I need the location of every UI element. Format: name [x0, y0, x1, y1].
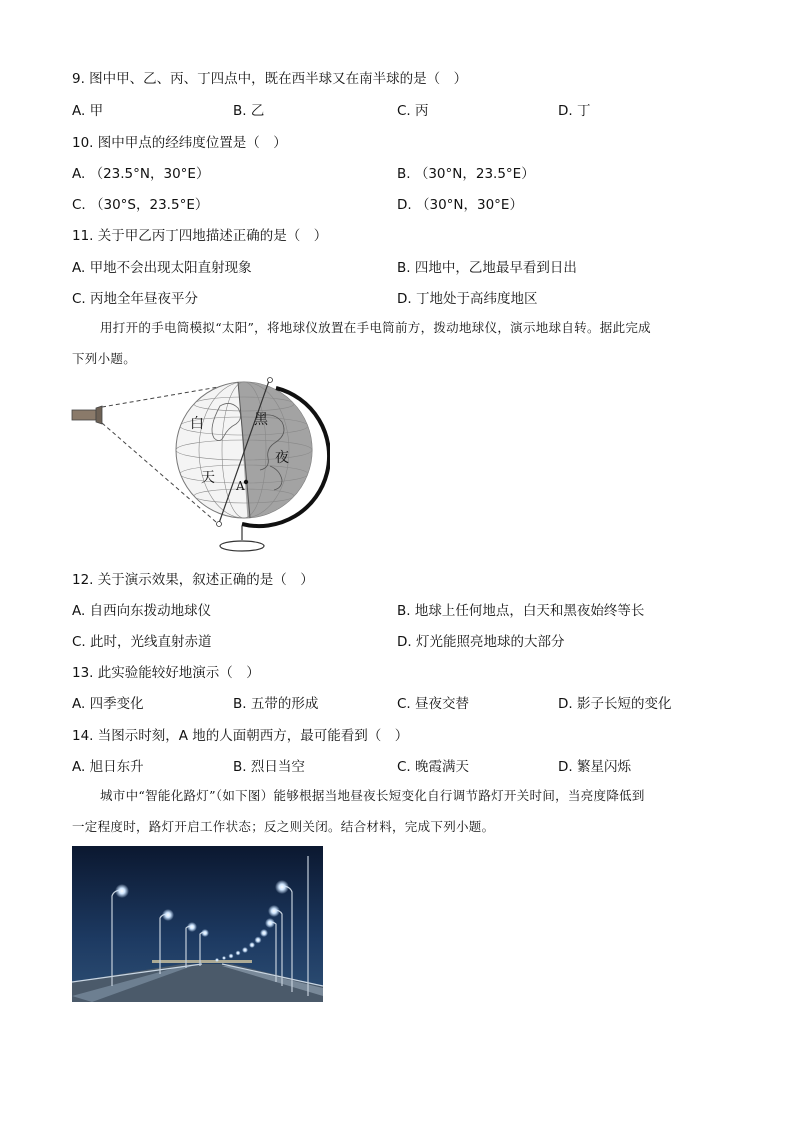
q11-option-b: B. 四地中，乙地最早看到日出	[397, 260, 577, 276]
q12-option-a: A. 自西向东拨动地球仪	[72, 603, 212, 619]
q13-option-b: B. 五带的形成	[233, 696, 319, 712]
q14-option-c: C. 晚霞满天	[397, 759, 470, 775]
q13-option-d: D. 影子长短的变化	[558, 696, 672, 712]
q13-option-c: C. 昼夜交替	[397, 696, 470, 712]
q10-option-d: D. （30°N，30°E）	[397, 197, 523, 213]
q9-stem: 9. 图中甲、乙、丙、丁四点中，既在西半球又在南半球的是（ ）	[72, 71, 468, 87]
q14-option-b: B. 烈日当空	[233, 759, 305, 775]
q10-option-c: C. （30°S，23.5°E）	[72, 197, 209, 213]
intro1-line2: 下列小题。	[72, 351, 137, 366]
globe-night-side	[238, 376, 330, 556]
label-tian: 天	[201, 470, 215, 486]
q13-stem: 13. 此实验能较好地演示（ ）	[72, 665, 260, 681]
label-bai: 白	[190, 416, 204, 432]
q12-option-b: B. 地球上任何地点，白天和黑夜始终等长	[397, 603, 645, 619]
street-light-illustration	[72, 846, 323, 1002]
q11-option-d: D. 丁地处于高纬度地区	[397, 291, 538, 307]
q14-stem: 14. 当图示时刻，A 地的人面朝西方，最可能看到（ ）	[72, 728, 409, 744]
q10-stem: 10. 图中甲点的经纬度位置是（ ）	[72, 135, 287, 151]
q14-option-a: A. 旭日东升	[72, 759, 144, 775]
q10-option-b: B. （30°N，23.5°E）	[397, 166, 535, 182]
q12-option-d: D. 灯光能照亮地球的大部分	[397, 634, 565, 650]
q12-option-c: C. 此时，光线直射赤道	[72, 634, 212, 650]
q12-stem: 12. 关于演示效果，叙述正确的是（ ）	[72, 572, 314, 588]
q14-option-d: D. 繁星闪烁	[558, 759, 631, 775]
q11-option-c: C. 丙地全年昼夜平分	[72, 291, 199, 307]
intro2-line1: 城市中“智能化路灯”（如下图）能够根据当地昼夜长短变化自行调节路灯开关时间，当亮度降低到	[100, 788, 645, 803]
q9-option-a: A. 甲	[72, 103, 104, 119]
label-hei: 黑	[254, 412, 268, 428]
label-ye: 夜	[275, 450, 289, 466]
q11-stem: 11. 关于甲乙丙丁四地描述正确的是（ ）	[72, 228, 328, 244]
intro2-line2: 一定程度时，路灯开启工作状态；反之则关闭。结合材料，完成下列小题。	[72, 819, 495, 834]
globe-illustration	[70, 376, 330, 556]
q9-option-d: D. 丁	[558, 103, 591, 119]
label-point-a: A	[236, 479, 245, 493]
globe-figure	[70, 376, 330, 556]
q13-option-a: A. 四季变化	[72, 696, 144, 712]
street-light-photo	[72, 846, 323, 1002]
q9-option-b: B. 乙	[233, 103, 265, 119]
flashlight-icon	[72, 410, 96, 420]
q11-option-a: A. 甲地不会出现太阳直射现象	[72, 260, 252, 276]
q10-option-a: A. （23.5°N，30°E）	[72, 166, 210, 182]
q9-option-c: C. 丙	[397, 103, 429, 119]
intro1-line1: 用打开的手电筒模拟“太阳”，将地球仪放置在手电筒前方，拨动地球仪，演示地球自转。据此完成	[100, 320, 651, 335]
